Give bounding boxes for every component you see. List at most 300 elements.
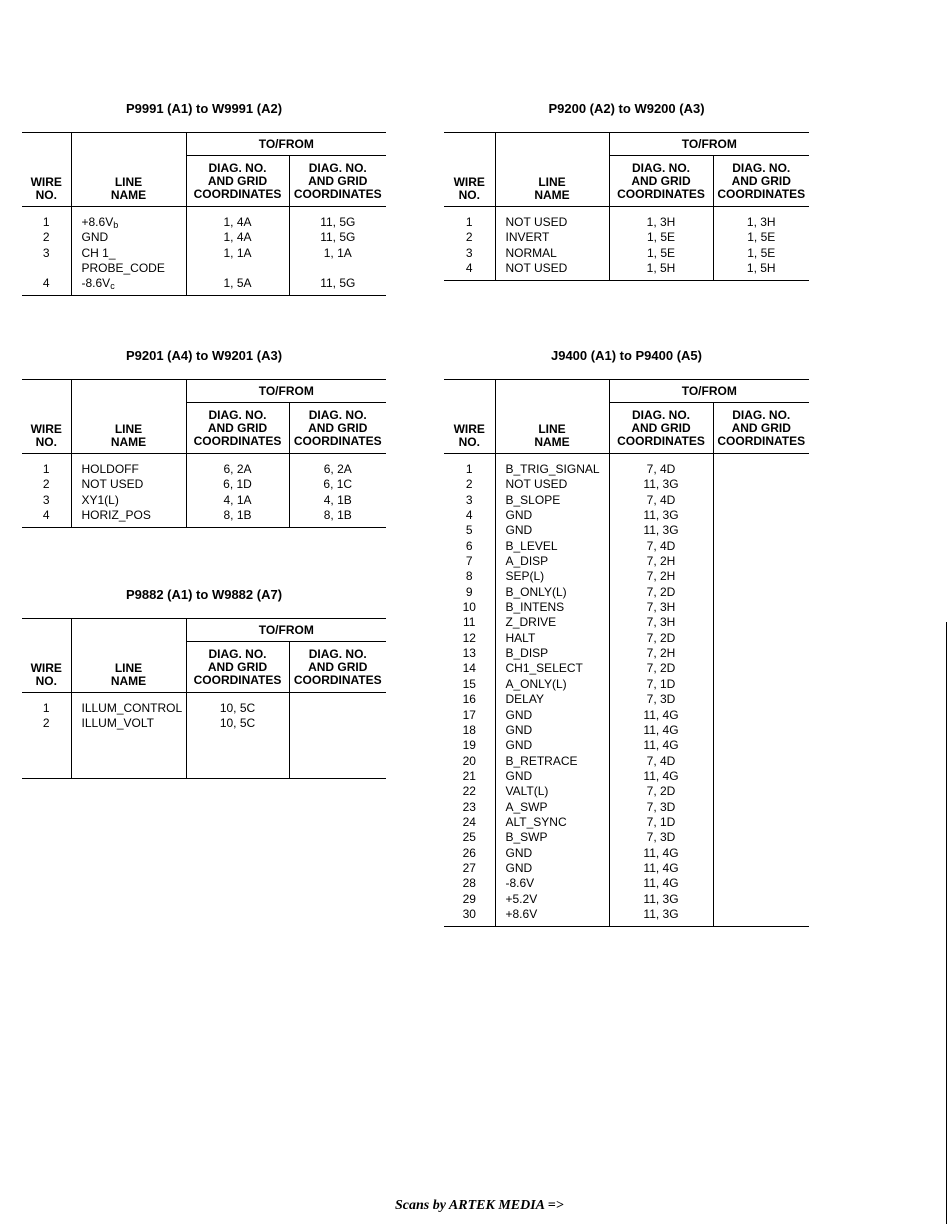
diag-coordinate-2 bbox=[713, 769, 809, 784]
diag-coordinate-2 bbox=[713, 508, 809, 523]
diag-coordinate-1: 7, 4D bbox=[609, 493, 713, 508]
diag-coordinate-1: 10, 5C bbox=[186, 701, 289, 716]
diag-coordinate-1: 1, 5E bbox=[609, 230, 713, 245]
wire-number: 16 bbox=[462, 692, 476, 707]
table-caption: P9200 (A2) to W9200 (A3) bbox=[548, 101, 705, 116]
wire-no-header bbox=[444, 133, 495, 207]
table-row bbox=[444, 585, 809, 600]
wire-number: 27 bbox=[462, 860, 476, 875]
diag-coordinate-2 bbox=[713, 723, 809, 738]
line-name bbox=[495, 723, 609, 738]
diag-coordinate-1: 7, 3D bbox=[609, 830, 713, 845]
line-name-header bbox=[495, 133, 609, 207]
diag-coordinate-1: 7, 2D bbox=[609, 585, 713, 600]
diag-coordinate-1: 1, 5A bbox=[186, 276, 289, 291]
wire-list-table bbox=[444, 379, 809, 927]
line-name-text: NORMAL bbox=[505, 245, 557, 260]
header-text: AND GRID bbox=[731, 173, 791, 188]
header-text: AND GRID bbox=[308, 420, 368, 435]
diag-coordinate-1: 11, 4G bbox=[609, 723, 713, 738]
diag-coordinate-1: 7, 3D bbox=[609, 692, 713, 707]
diag-coordinates-header bbox=[713, 156, 809, 207]
line-name bbox=[71, 246, 186, 261]
table-row bbox=[444, 523, 809, 538]
line-name-text: DELAY bbox=[505, 692, 544, 707]
diag-coordinate-2 bbox=[713, 585, 809, 600]
header-text: AND GRID bbox=[207, 173, 268, 188]
diag-coordinate-1: 7, 2H bbox=[609, 554, 713, 569]
header-separator bbox=[444, 207, 809, 216]
wire-number: 30 bbox=[462, 906, 476, 921]
line-name-text: INVERT bbox=[505, 230, 550, 245]
line-name-text: GND bbox=[505, 707, 533, 722]
table-row bbox=[444, 815, 809, 830]
line-name bbox=[71, 701, 186, 716]
line-name-text: GND bbox=[81, 230, 109, 245]
line-name bbox=[495, 261, 609, 276]
wire-number: 13 bbox=[462, 646, 476, 661]
diag-coordinate-2 bbox=[713, 569, 809, 584]
line-name-text: NOT USED bbox=[505, 215, 568, 229]
header-text: AND GRID bbox=[308, 659, 368, 674]
line-name bbox=[495, 677, 609, 692]
line-name bbox=[495, 661, 609, 676]
line-name bbox=[495, 539, 609, 554]
diag-coordinates-header bbox=[289, 642, 386, 693]
header-text: COORDINATES bbox=[717, 186, 806, 201]
header-text: DIAG. NO. bbox=[308, 646, 367, 661]
line-name bbox=[495, 230, 609, 245]
line-name bbox=[495, 892, 609, 907]
wire-number: 11 bbox=[463, 615, 476, 630]
header-text: DIAG. NO. bbox=[308, 160, 367, 175]
to-from-header: TO/FROM bbox=[609, 380, 809, 403]
diag-coordinate-1: 11, 3G bbox=[609, 508, 713, 523]
table-row bbox=[22, 508, 386, 523]
diag-coordinate-1: 11, 3G bbox=[609, 523, 713, 538]
wire-number: 2 bbox=[465, 477, 473, 492]
header-text: COORDINATES bbox=[293, 186, 382, 201]
diag-coordinate-2 bbox=[713, 784, 809, 799]
to-from-header: TO/FROM bbox=[186, 380, 386, 403]
line-name-text: GND bbox=[505, 768, 533, 783]
diag-coordinate-1: 11, 3G bbox=[609, 907, 713, 922]
diag-coordinate-1 bbox=[186, 261, 289, 276]
line-name-text: B_SLOPE bbox=[505, 492, 561, 507]
line-name bbox=[71, 261, 186, 276]
wire-number: 23 bbox=[462, 799, 476, 814]
header-text: COORDINATES bbox=[193, 433, 282, 448]
table-row bbox=[22, 246, 386, 261]
diag-coordinate-1: 7, 4D bbox=[609, 754, 713, 769]
wire-number: 4 bbox=[42, 276, 50, 291]
diag-coordinate-2 bbox=[713, 462, 809, 477]
header-text: DIAG. NO. bbox=[631, 160, 690, 175]
header-row bbox=[444, 380, 809, 403]
header-text: DIAG. NO. bbox=[208, 646, 267, 661]
line-name bbox=[71, 493, 186, 508]
diag-coordinate-2 bbox=[713, 554, 809, 569]
line-name-text: GND bbox=[505, 738, 533, 753]
line-name bbox=[71, 230, 186, 245]
line-name bbox=[71, 276, 186, 291]
table-row bbox=[22, 215, 386, 230]
table-row bbox=[444, 615, 809, 630]
wire-number: 6 bbox=[465, 538, 473, 553]
line-name-text: NOT USED bbox=[81, 477, 144, 492]
wire-number: 22 bbox=[462, 784, 476, 799]
header-separator bbox=[22, 207, 386, 216]
table-row bbox=[444, 508, 809, 523]
header-text: NO. bbox=[35, 435, 57, 449]
wire-list-table bbox=[22, 618, 386, 779]
table-row bbox=[444, 769, 809, 784]
table-caption: P9201 (A4) to W9201 (A3) bbox=[125, 348, 283, 363]
wire-number: 4 bbox=[465, 508, 473, 523]
wire-no-header bbox=[444, 380, 495, 454]
line-name bbox=[495, 800, 609, 815]
diag-coordinate-1: 11, 3G bbox=[609, 892, 713, 907]
diag-coordinate-2 bbox=[713, 800, 809, 815]
line-name-text: B_INTENS bbox=[505, 600, 565, 615]
header-text: AND GRID bbox=[308, 173, 368, 188]
line-name-header bbox=[71, 380, 186, 454]
line-name bbox=[495, 215, 609, 230]
header-text: DIAG. NO. bbox=[732, 160, 791, 175]
diag-coordinates-header bbox=[289, 403, 386, 454]
line-name bbox=[495, 815, 609, 830]
diag-coordinate-1: 11, 4G bbox=[609, 738, 713, 753]
header-text: NAME bbox=[110, 188, 147, 202]
table-row bbox=[444, 646, 809, 661]
header-row bbox=[22, 619, 386, 642]
table-row bbox=[444, 800, 809, 815]
line-name bbox=[495, 631, 609, 646]
header-text: WIRE bbox=[30, 175, 62, 189]
line-name-text: HORIZ_POS bbox=[81, 507, 151, 522]
line-name bbox=[495, 646, 609, 661]
table-row bbox=[444, 661, 809, 676]
table-row bbox=[444, 554, 809, 569]
table-row bbox=[22, 701, 386, 716]
wire-number: 9 bbox=[465, 584, 473, 599]
header-text: DIAG. NO. bbox=[308, 407, 367, 422]
diag-coordinate-2: 1, 5E bbox=[713, 246, 809, 261]
line-name-header bbox=[495, 380, 609, 454]
diag-coordinate-2: 1, 3H bbox=[713, 215, 809, 230]
wire-number: 14 bbox=[462, 661, 476, 676]
diag-coordinate-2 bbox=[713, 523, 809, 538]
header-text: NAME bbox=[110, 674, 147, 688]
header-text: DIAG. NO. bbox=[208, 160, 267, 175]
wire-number: 17 bbox=[462, 707, 476, 722]
line-name-text: A_ONLY(L) bbox=[505, 676, 567, 691]
table-row bbox=[444, 830, 809, 845]
header-separator bbox=[22, 454, 386, 463]
table-row bbox=[444, 569, 809, 584]
line-name bbox=[495, 615, 609, 630]
header-text: COORDINATES bbox=[617, 186, 705, 201]
diag-coordinate-2 bbox=[713, 615, 809, 630]
diag-coordinate-2 bbox=[713, 892, 809, 907]
diag-coordinate-1: 1, 5H bbox=[609, 261, 713, 276]
line-name-text: B_ONLY(L) bbox=[505, 584, 567, 599]
line-name-text: GND bbox=[505, 523, 533, 538]
table-row bbox=[444, 738, 809, 753]
diag-coordinate-1: 11, 4G bbox=[609, 846, 713, 861]
header-text: NO. bbox=[458, 435, 480, 449]
diag-coordinate-2 bbox=[713, 477, 809, 492]
header-separator bbox=[22, 693, 386, 702]
diag-coordinate-1: 7, 2H bbox=[609, 646, 713, 661]
line-name-text: GND bbox=[505, 722, 533, 737]
diag-coordinate-2 bbox=[713, 738, 809, 753]
line-name-subscript: c bbox=[110, 281, 115, 292]
diag-coordinate-1: 4, 1A bbox=[186, 493, 289, 508]
line-name-text: B_DISP bbox=[505, 646, 549, 661]
diag-coordinate-1: 1, 1A bbox=[186, 246, 289, 261]
table-row bbox=[444, 708, 809, 723]
wire-number: 1 bbox=[42, 701, 50, 715]
line-name-text: ILLUM_VOLT bbox=[81, 716, 154, 731]
diag-coordinate-2: 11, 5G bbox=[289, 230, 386, 245]
wire-number: 20 bbox=[462, 753, 476, 768]
diag-coordinates-header bbox=[713, 403, 809, 454]
wire-number: 21 bbox=[462, 768, 476, 783]
wire-number: 12 bbox=[462, 630, 476, 645]
diag-coordinate-2: 1, 1A bbox=[289, 246, 386, 261]
wire-no-header bbox=[22, 380, 71, 454]
wire-number: 2 bbox=[42, 477, 50, 492]
header-text: NAME bbox=[534, 188, 570, 202]
table-row bbox=[22, 261, 386, 276]
line-name-text: XY1(L) bbox=[81, 492, 119, 507]
diag-coordinate-1: 11, 3G bbox=[609, 477, 713, 492]
header-text: AND GRID bbox=[207, 659, 268, 674]
header-text: WIRE bbox=[453, 175, 485, 189]
line-name bbox=[495, 246, 609, 261]
wire-number: 1 bbox=[42, 462, 50, 476]
diag-coordinate-1: 1, 4A bbox=[186, 230, 289, 245]
diag-coordinate-2: 11, 5G bbox=[289, 215, 386, 230]
line-name-text: B_TRIG_SIGNAL bbox=[505, 462, 600, 476]
diag-coordinate-1: 1, 3H bbox=[609, 215, 713, 230]
header-row bbox=[444, 133, 809, 156]
header-separator bbox=[444, 454, 809, 463]
header-text: COORDINATES bbox=[717, 433, 806, 448]
table-row bbox=[444, 692, 809, 707]
diag-coordinate-1: 7, 2D bbox=[609, 784, 713, 799]
diag-coordinate-1: 7, 2H bbox=[609, 569, 713, 584]
table-row bbox=[444, 215, 809, 230]
table-row bbox=[444, 784, 809, 799]
line-name-text: B_SWP bbox=[505, 830, 548, 845]
header-text: LINE bbox=[114, 661, 143, 675]
line-name-text: HOLDOFF bbox=[81, 462, 139, 476]
diag-coordinate-1: 6, 2A bbox=[186, 462, 289, 477]
line-name-text: +8.6V bbox=[81, 215, 114, 229]
line-name bbox=[495, 554, 609, 569]
header-text: WIRE bbox=[30, 661, 62, 675]
table-bottom bbox=[444, 922, 809, 927]
diag-coordinate-1: 11, 4G bbox=[609, 876, 713, 891]
diag-coordinate-1: 6, 1D bbox=[186, 477, 289, 492]
table-row bbox=[444, 631, 809, 646]
table-row bbox=[22, 716, 386, 731]
diag-coordinate-2 bbox=[713, 692, 809, 707]
wire-no-header bbox=[22, 619, 71, 693]
wire-number: 3 bbox=[465, 492, 473, 507]
diag-coordinates-header bbox=[186, 156, 289, 207]
line-name bbox=[495, 769, 609, 784]
table-row bbox=[444, 246, 809, 261]
header-text: LINE bbox=[538, 422, 566, 436]
wire-number: 3 bbox=[42, 492, 50, 507]
wire-number: 3 bbox=[465, 245, 473, 260]
diag-coordinate-1: 7, 2D bbox=[609, 661, 713, 676]
diag-coordinate-1: 7, 4D bbox=[609, 462, 713, 477]
diag-coordinate-2: 6, 2A bbox=[289, 462, 386, 477]
wire-number: 8 bbox=[465, 569, 473, 584]
table-row bbox=[444, 261, 809, 276]
table-caption: J9400 (A1) to P9400 (A5) bbox=[550, 348, 702, 363]
wire-list-table bbox=[444, 132, 809, 281]
diag-coordinate-1: 7, 3H bbox=[609, 615, 713, 630]
line-name bbox=[495, 692, 609, 707]
table-bottom bbox=[22, 523, 386, 528]
line-name-text: A_SWP bbox=[505, 799, 548, 814]
table-row bbox=[22, 462, 386, 477]
line-name-text: A_DISP bbox=[505, 554, 549, 569]
line-name bbox=[495, 754, 609, 769]
diag-coordinate-2 bbox=[713, 600, 809, 615]
line-name-text: NOT USED bbox=[505, 260, 568, 275]
line-name bbox=[495, 784, 609, 799]
line-name-text: B_RETRACE bbox=[505, 753, 578, 768]
diag-coordinate-2 bbox=[713, 708, 809, 723]
table-row bbox=[444, 846, 809, 861]
wire-number: 1 bbox=[42, 215, 50, 229]
line-name bbox=[495, 846, 609, 861]
line-name bbox=[71, 716, 186, 731]
diag-coordinate-1: 7, 4D bbox=[609, 539, 713, 554]
diag-coordinate-2 bbox=[289, 261, 386, 276]
diag-coordinate-1: 1, 5E bbox=[609, 246, 713, 261]
table-bottom bbox=[444, 276, 809, 281]
diag-coordinate-2 bbox=[289, 716, 386, 731]
line-name-text: GND bbox=[505, 508, 533, 523]
diag-coordinate-1: 1, 4A bbox=[186, 215, 289, 230]
diag-coordinates-header bbox=[289, 156, 386, 207]
line-name-text: GND bbox=[505, 860, 533, 875]
to-from-header: TO/FROM bbox=[186, 133, 386, 156]
diag-coordinates-header bbox=[186, 642, 289, 693]
table-bottom bbox=[22, 732, 386, 779]
wire-number bbox=[22, 261, 71, 276]
wire-number: 25 bbox=[462, 830, 476, 845]
header-text: NO. bbox=[35, 674, 57, 688]
wire-number: 1 bbox=[465, 462, 473, 476]
line-name-text: NOT USED bbox=[505, 477, 568, 492]
diag-coordinate-2 bbox=[713, 661, 809, 676]
wire-number: 18 bbox=[462, 722, 476, 737]
to-from-header: TO/FROM bbox=[609, 133, 809, 156]
line-name-header bbox=[71, 133, 186, 207]
wire-number: 2 bbox=[465, 230, 473, 245]
line-name bbox=[495, 861, 609, 876]
diag-coordinate-1: 7, 2D bbox=[609, 631, 713, 646]
table-row bbox=[444, 892, 809, 907]
table-row bbox=[444, 876, 809, 891]
diag-coordinate-2 bbox=[713, 677, 809, 692]
wire-list-table bbox=[22, 132, 386, 296]
header-text: COORDINATES bbox=[193, 672, 282, 687]
line-name bbox=[71, 462, 186, 477]
table-row bbox=[22, 276, 386, 291]
to-from-header: TO/FROM bbox=[186, 619, 386, 642]
table-row bbox=[22, 477, 386, 492]
diag-coordinate-2 bbox=[289, 701, 386, 716]
header-text: AND GRID bbox=[207, 420, 268, 435]
table-row bbox=[444, 907, 809, 922]
line-name bbox=[71, 215, 186, 230]
diag-coordinate-2 bbox=[713, 861, 809, 876]
diag-coordinate-2: 1, 5E bbox=[713, 230, 809, 245]
line-name-text: SEP(L) bbox=[505, 569, 545, 584]
header-text: WIRE bbox=[453, 422, 485, 436]
wire-number: 2 bbox=[42, 230, 50, 245]
line-name-text: -8.6V bbox=[505, 876, 535, 891]
line-name bbox=[495, 569, 609, 584]
line-name-text: CH 1_ bbox=[81, 245, 116, 260]
line-name bbox=[71, 508, 186, 523]
wire-number: 2 bbox=[42, 716, 50, 731]
line-name-text: CH1_SELECT bbox=[505, 661, 583, 676]
page-edge-line bbox=[946, 622, 947, 1224]
diag-coordinate-1: 11, 4G bbox=[609, 769, 713, 784]
diag-coordinate-2 bbox=[713, 846, 809, 861]
header-text: AND GRID bbox=[631, 173, 691, 188]
table-row bbox=[22, 493, 386, 508]
line-name-text: ALT_SYNC bbox=[505, 814, 567, 829]
header-text: COORDINATES bbox=[193, 186, 282, 201]
table-row bbox=[444, 477, 809, 492]
line-name-text: HALT bbox=[505, 630, 536, 645]
diag-coordinate-2 bbox=[713, 493, 809, 508]
line-name bbox=[495, 585, 609, 600]
table-caption: P9882 (A1) to W9882 (A7) bbox=[125, 587, 283, 602]
table-row bbox=[444, 600, 809, 615]
wire-number: 4 bbox=[42, 507, 50, 522]
header-text: LINE bbox=[538, 175, 566, 189]
wire-number: 26 bbox=[462, 845, 476, 860]
table-row bbox=[444, 677, 809, 692]
header-text: WIRE bbox=[30, 422, 62, 436]
diag-coordinates-header bbox=[186, 403, 289, 454]
line-name-text: +5.2V bbox=[505, 891, 538, 906]
line-name-text: B_LEVEL bbox=[505, 538, 558, 553]
line-name bbox=[495, 907, 609, 922]
line-name bbox=[495, 830, 609, 845]
line-name bbox=[71, 477, 186, 492]
header-text: COORDINATES bbox=[617, 433, 705, 448]
header-text: DIAG. NO. bbox=[208, 407, 267, 422]
diag-coordinate-2 bbox=[713, 876, 809, 891]
wire-number: 7 bbox=[465, 554, 473, 569]
line-name-text: -8.6V bbox=[81, 276, 111, 291]
diag-coordinates-header bbox=[609, 156, 713, 207]
line-name bbox=[495, 600, 609, 615]
